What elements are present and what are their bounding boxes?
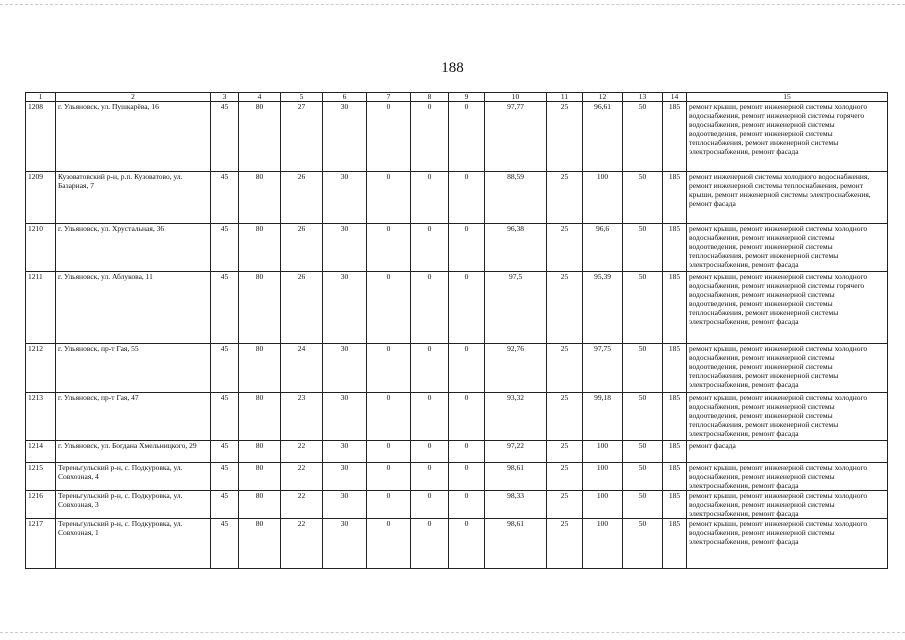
c10-cell: 98,33 (485, 491, 547, 519)
c13-cell: 50 (623, 272, 663, 344)
address-cell: г. Ульяновск, ул. Богдана Хмельницкого, 29 (56, 441, 211, 463)
c7-cell: 0 (367, 491, 411, 519)
address-cell: Кузоватовский р-н, р.п. Кузоватово, ул. Базарная, 7 (56, 172, 211, 224)
table-row (26, 224, 888, 272)
c13-cell: 50 (623, 519, 663, 569)
c6-cell: 30 (323, 172, 367, 224)
row-number: 1212 (26, 344, 56, 393)
table-row (26, 491, 888, 519)
c10-cell: 97,5 (485, 272, 547, 344)
c13-cell: 50 (623, 224, 663, 272)
col-header: 14 (663, 93, 687, 102)
address-cell: г. Ульяновск, пр-т Гая, 55 (56, 344, 211, 393)
row-number: 1211 (26, 272, 56, 344)
col-header: 1 (26, 93, 56, 102)
c12-cell: 95,39 (583, 272, 623, 344)
works-cell: ремонт крыши, ремонт инженерной системы холодного водоснабжения, ремонт инженерной системы водоотведения, ремонт инженерной системы теплоснабжения, ремонт инженерной системы электроснабжения, ремонт фасада (687, 224, 888, 272)
page-number: 188 (441, 60, 464, 76)
c8-cell: 0 (411, 463, 449, 491)
c3-cell: 45 (211, 344, 239, 393)
table-row (26, 393, 888, 441)
c6-cell: 30 (323, 272, 367, 344)
c14-cell: 185 (663, 172, 687, 224)
c4-cell: 80 (239, 519, 281, 569)
row-number: 1208 (26, 102, 56, 172)
col-header: 2 (56, 93, 211, 102)
row-number: 1213 (26, 393, 56, 441)
table-row (26, 102, 888, 172)
c11-cell: 25 (547, 224, 583, 272)
row-number: 1216 (26, 491, 56, 519)
address-cell: г. Ульяновск, ул. Пушкарёва, 16 (56, 102, 211, 172)
c9-cell: 0 (449, 344, 485, 393)
address-cell: г. Ульяновск, ул. Аблукова, 11 (56, 272, 211, 344)
c5-cell: 26 (281, 224, 323, 272)
works-cell: ремонт крыши, ремонт инженерной системы холодного водоснабжения, ремонт инженерной системы электроснабжения, ремонт фасада (687, 491, 888, 519)
works-cell: ремонт инженерной системы холодного водоснабжения, ремонт инженерной системы теплоснабжения, ремонт крыши, ремонт инженерной системы электроснабжения, ремонт фасада (687, 172, 888, 224)
c5-cell: 24 (281, 344, 323, 393)
c13-cell: 50 (623, 344, 663, 393)
c10-cell: 96,38 (485, 224, 547, 272)
c11-cell: 25 (547, 172, 583, 224)
row-number: 1210 (26, 224, 56, 272)
row-number: 1209 (26, 172, 56, 224)
c5-cell: 27 (281, 102, 323, 172)
c3-cell: 45 (211, 463, 239, 491)
c9-cell: 0 (449, 441, 485, 463)
c3-cell: 45 (211, 441, 239, 463)
c7-cell: 0 (367, 441, 411, 463)
address-cell: г. Ульяновск, ул. Хрустальная, 36 (56, 224, 211, 272)
c9-cell: 0 (449, 463, 485, 491)
c8-cell: 0 (411, 272, 449, 344)
c4-cell: 80 (239, 491, 281, 519)
c13-cell: 50 (623, 463, 663, 491)
c10-cell: 97,77 (485, 102, 547, 172)
c3-cell: 45 (211, 102, 239, 172)
col-header: 15 (687, 93, 888, 102)
c10-cell: 92,76 (485, 344, 547, 393)
c6-cell: 30 (323, 491, 367, 519)
c4-cell: 80 (239, 463, 281, 491)
c13-cell: 50 (623, 491, 663, 519)
column-number-row (26, 93, 888, 102)
col-header: 4 (239, 93, 281, 102)
c8-cell: 0 (411, 393, 449, 441)
c14-cell: 185 (663, 272, 687, 344)
col-header: 7 (367, 93, 411, 102)
c5-cell: 22 (281, 491, 323, 519)
col-header: 6 (323, 93, 367, 102)
c4-cell: 80 (239, 393, 281, 441)
c7-cell: 0 (367, 224, 411, 272)
c9-cell: 0 (449, 491, 485, 519)
c4-cell: 80 (239, 102, 281, 172)
c6-cell: 30 (323, 344, 367, 393)
c11-cell: 25 (547, 102, 583, 172)
c10-cell: 93,32 (485, 393, 547, 441)
c12-cell: 99,18 (583, 393, 623, 441)
c4-cell: 80 (239, 224, 281, 272)
c8-cell: 0 (411, 441, 449, 463)
works-cell: ремонт крыши, ремонт инженерной системы холодного водоснабжения, ремонт инженерной системы горячего водоснабжения, ремонт инженерной системы водоотведения, ремонт инженерной системы теплоснабжения, ремонт инженерной системы электроснабжения, ремонт фасада (687, 102, 888, 172)
c5-cell: 22 (281, 463, 323, 491)
c6-cell: 30 (323, 463, 367, 491)
c3-cell: 45 (211, 224, 239, 272)
c5-cell: 23 (281, 393, 323, 441)
c12-cell: 96,6 (583, 224, 623, 272)
table-row (26, 344, 888, 393)
works-cell: ремонт фасада (687, 441, 888, 463)
row-number: 1217 (26, 519, 56, 569)
c7-cell: 0 (367, 272, 411, 344)
c13-cell: 50 (623, 441, 663, 463)
row-number: 1214 (26, 441, 56, 463)
c6-cell: 30 (323, 519, 367, 569)
c4-cell: 80 (239, 172, 281, 224)
c8-cell: 0 (411, 519, 449, 569)
c12-cell: 96,61 (583, 102, 623, 172)
c14-cell: 185 (663, 102, 687, 172)
c10-cell: 98,61 (485, 463, 547, 491)
c3-cell: 45 (211, 172, 239, 224)
works-cell: ремонт крыши, ремонт инженерной системы холодного водоснабжения, ремонт инженерной системы горячего водоснабжения, ремонт инженерной системы водоотведения, ремонт инженерной системы теплоснабжения, ремонт инженерной системы электроснабжения, ремонт фасада (687, 272, 888, 344)
c12-cell: 100 (583, 491, 623, 519)
repair-table (25, 92, 888, 569)
col-header: 11 (547, 93, 583, 102)
c7-cell: 0 (367, 344, 411, 393)
c6-cell: 30 (323, 441, 367, 463)
c14-cell: 185 (663, 224, 687, 272)
c4-cell: 80 (239, 441, 281, 463)
address-cell: Тереньгульский р-н, с. Подкуровка, ул. Совхозная, 3 (56, 491, 211, 519)
c3-cell: 45 (211, 272, 239, 344)
scan-edge-top (0, 4, 905, 6)
scan-edge-bottom (0, 632, 905, 634)
c11-cell: 25 (547, 463, 583, 491)
c3-cell: 45 (211, 393, 239, 441)
address-cell: Тереньгульский р-н, с. Подкуровка, ул. Совхозная, 4 (56, 463, 211, 491)
address-cell: Тереньгульский р-н, с. Подкуровка, ул. Совхозная, 1 (56, 519, 211, 569)
c11-cell: 25 (547, 491, 583, 519)
c10-cell: 98,61 (485, 519, 547, 569)
c12-cell: 97,75 (583, 344, 623, 393)
c8-cell: 0 (411, 491, 449, 519)
c9-cell: 0 (449, 224, 485, 272)
works-cell: ремонт крыши, ремонт инженерной системы холодного водоснабжения, ремонт инженерной системы водоотведения, ремонт инженерной системы теплоснабжения, ремонт инженерной системы электроснабжения, ремонт фасада (687, 344, 888, 393)
c6-cell: 30 (323, 102, 367, 172)
col-header: 3 (211, 93, 239, 102)
c7-cell: 0 (367, 172, 411, 224)
c10-cell: 97,22 (485, 441, 547, 463)
c6-cell: 30 (323, 393, 367, 441)
table-row (26, 272, 888, 344)
table-row (26, 441, 888, 463)
c14-cell: 185 (663, 491, 687, 519)
row-number: 1215 (26, 463, 56, 491)
c9-cell: 0 (449, 393, 485, 441)
c8-cell: 0 (411, 172, 449, 224)
col-header: 9 (449, 93, 485, 102)
c14-cell: 185 (663, 463, 687, 491)
c5-cell: 22 (281, 519, 323, 569)
c14-cell: 185 (663, 441, 687, 463)
c11-cell: 25 (547, 272, 583, 344)
c7-cell: 0 (367, 463, 411, 491)
c6-cell: 30 (323, 224, 367, 272)
col-header: 5 (281, 93, 323, 102)
col-header: 10 (485, 93, 547, 102)
c4-cell: 80 (239, 272, 281, 344)
works-cell: ремонт крыши, ремонт инженерной системы холодного водоснабжения, ремонт инженерной системы водоотведения, ремонт инженерной системы теплоснабжения, ремонт инженерной системы электроснабжения, ремонт фасада (687, 393, 888, 441)
c12-cell: 100 (583, 172, 623, 224)
c5-cell: 26 (281, 172, 323, 224)
col-header: 13 (623, 93, 663, 102)
c12-cell: 100 (583, 441, 623, 463)
c9-cell: 0 (449, 172, 485, 224)
c3-cell: 45 (211, 519, 239, 569)
c12-cell: 100 (583, 519, 623, 569)
c14-cell: 185 (663, 519, 687, 569)
c3-cell: 45 (211, 491, 239, 519)
c5-cell: 26 (281, 272, 323, 344)
address-cell: г. Ульяновск, пр-т Гая, 47 (56, 393, 211, 441)
c8-cell: 0 (411, 102, 449, 172)
c13-cell: 50 (623, 172, 663, 224)
c13-cell: 50 (623, 102, 663, 172)
c12-cell: 100 (583, 463, 623, 491)
works-cell: ремонт крыши, ремонт инженерной системы холодного водоснабжения, ремонт инженерной системы электроснабжения, ремонт фасада (687, 463, 888, 491)
c4-cell: 80 (239, 344, 281, 393)
c10-cell: 88,59 (485, 172, 547, 224)
c9-cell: 0 (449, 102, 485, 172)
c14-cell: 185 (663, 344, 687, 393)
c11-cell: 25 (547, 393, 583, 441)
works-cell: ремонт крыши, ремонт инженерной системы холодного водоснабжения, ремонт инженерной системы электроснабжения, ремонт фасада (687, 519, 888, 569)
c5-cell: 22 (281, 441, 323, 463)
c11-cell: 25 (547, 441, 583, 463)
c8-cell: 0 (411, 344, 449, 393)
c7-cell: 0 (367, 102, 411, 172)
table-row (26, 172, 888, 224)
c7-cell: 0 (367, 519, 411, 569)
c14-cell: 185 (663, 393, 687, 441)
c9-cell: 0 (449, 272, 485, 344)
c9-cell: 0 (449, 519, 485, 569)
c11-cell: 25 (547, 344, 583, 393)
table-row (26, 463, 888, 491)
table-row (26, 519, 888, 569)
col-header: 12 (583, 93, 623, 102)
c7-cell: 0 (367, 393, 411, 441)
c11-cell: 25 (547, 519, 583, 569)
c13-cell: 50 (623, 393, 663, 441)
c8-cell: 0 (411, 224, 449, 272)
col-header: 8 (411, 93, 449, 102)
